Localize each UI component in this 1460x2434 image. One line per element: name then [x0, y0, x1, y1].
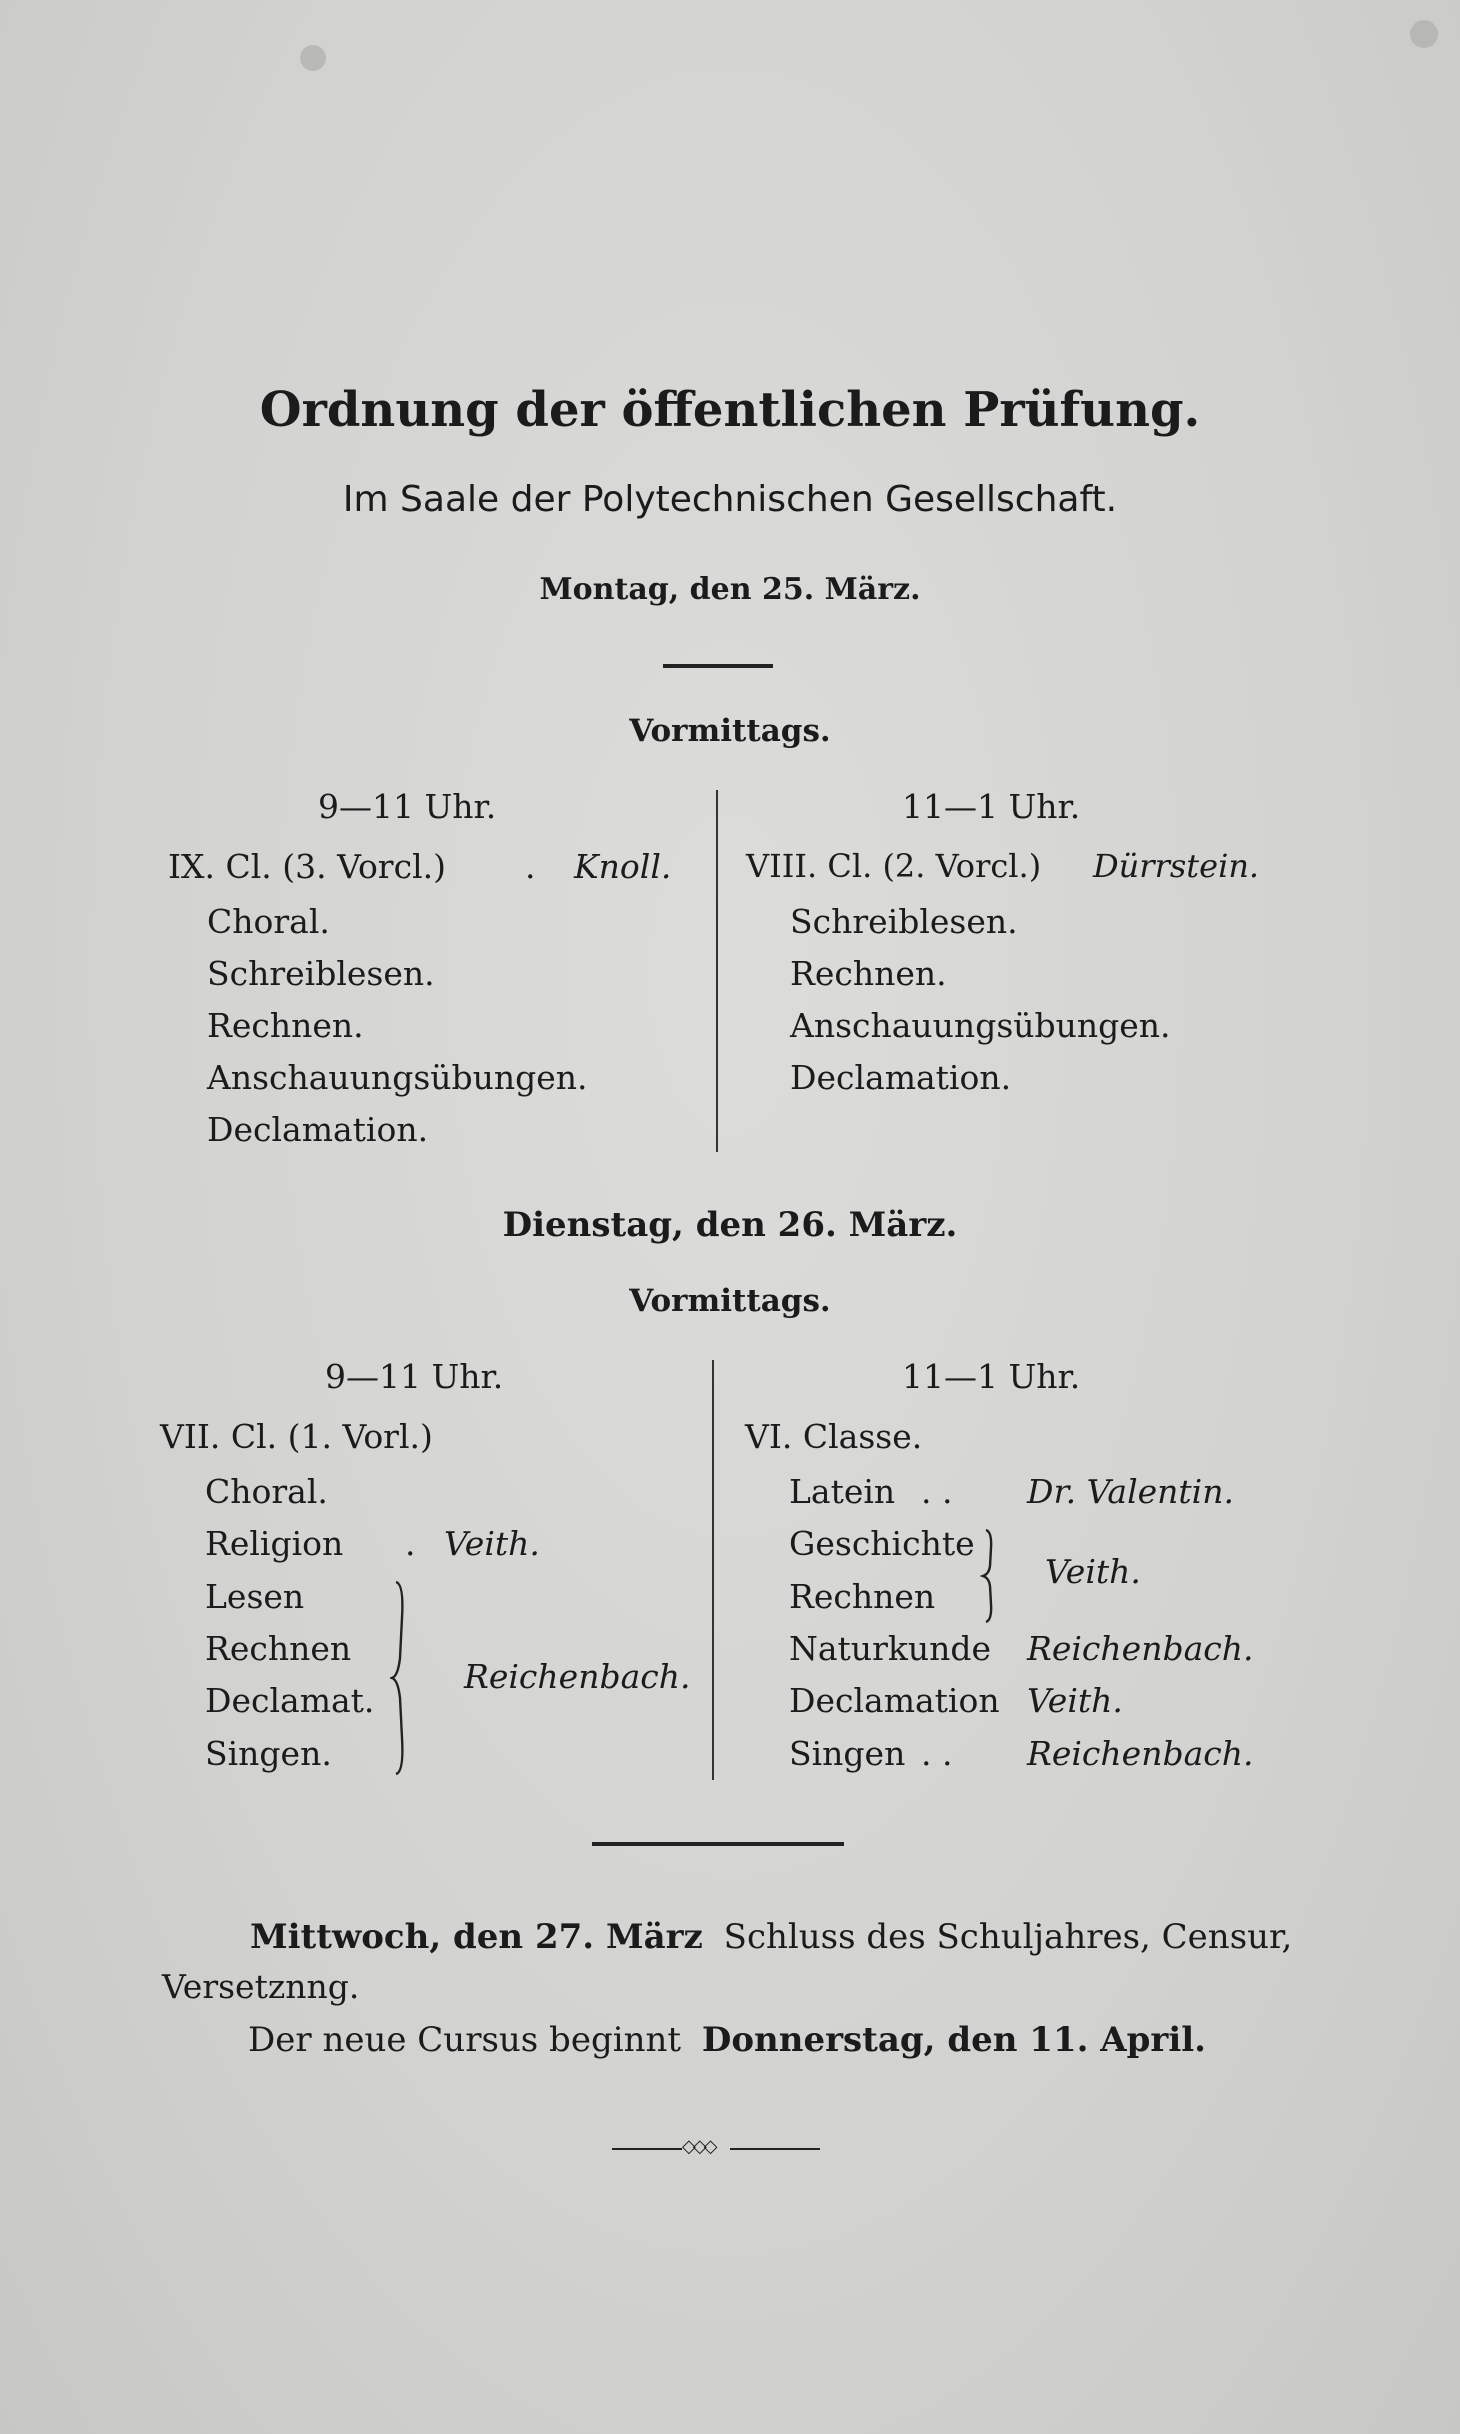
divider	[592, 1842, 844, 1846]
monday-left-class: IX. Cl. (3. Vorcl.)	[168, 847, 446, 886]
tuesday-left-time: 9—11 Uhr.	[325, 1357, 504, 1396]
ornament-icon: ◇◇◇	[682, 2136, 715, 2157]
tuesday-right-declamation-teacher: Veith.	[1027, 1681, 1123, 1720]
closing-line	[248, 2020, 1207, 2060]
monday-right-subject: Schreiblesen.	[790, 902, 1018, 941]
column-divider	[712, 1360, 714, 1780]
tuesday-right-subject: Rechnen	[789, 1577, 936, 1616]
tuesday-right-singen-teacher: Reichenbach.	[1027, 1734, 1254, 1773]
brace-icon	[980, 1526, 1000, 1626]
monday-right-subject: Rechnen.	[790, 954, 947, 993]
monday-right-class: VIII. Cl. (2. Vorcl.)	[746, 847, 1042, 885]
monday-left-subject: Schreiblesen.	[207, 954, 435, 993]
monday-left-teacher: Knoll.	[574, 847, 672, 886]
ornament-line	[730, 2148, 820, 2150]
tuesday-left-subject: Choral.	[205, 1472, 328, 1511]
tuesday-right-time: 11—1 Uhr.	[902, 1357, 1081, 1396]
closing-prefix: Der neue Cursus beginnt	[248, 2020, 682, 2060]
tuesday-left-dot: .	[405, 1524, 416, 1563]
wednesday-line	[250, 1917, 1293, 1957]
tuesday-right-class: VI. Classe.	[745, 1417, 923, 1456]
tuesday-right-dots: . .	[921, 1734, 953, 1773]
paper-stain	[300, 45, 326, 71]
monday-left-subject: Rechnen.	[207, 1006, 364, 1045]
wednesday-text2: Versetznng.	[162, 1967, 360, 2006]
tuesday-period: Vormittags.	[629, 1283, 831, 1319]
tuesday-right-naturkunde-teacher: Reichenbach.	[1027, 1629, 1254, 1668]
tuesday-right-subject: Latein	[789, 1472, 896, 1511]
monday-left-time: 9—11 Uhr.	[318, 787, 497, 826]
tuesday-left-subject: Religion	[205, 1524, 344, 1563]
monday-right-teacher: Dürrstein.	[1093, 847, 1260, 885]
closing-date: Donnerstag, den 11. April.	[701, 2020, 1207, 2060]
monday-left-subject: Anschauungsübungen.	[207, 1058, 588, 1097]
page-subtitle: Im Saale der Polytechnischen Gesellschaft.	[342, 479, 1118, 520]
wednesday-text: Schluss des Schuljahres, Censur,	[723, 1917, 1293, 1957]
monday-heading: Montag, den 25. März.	[539, 572, 921, 607]
monday-left-subject: Choral.	[207, 902, 330, 941]
tuesday-left-class: VII. Cl. (1. Vorl.)	[160, 1417, 433, 1456]
brace-icon	[390, 1578, 414, 1778]
tuesday-right-dots: . .	[921, 1472, 953, 1511]
monday-right-subject: Declamation.	[790, 1058, 1012, 1097]
column-divider	[716, 790, 718, 1152]
tuesday-left-group-teacher: Reichenbach.	[464, 1657, 691, 1696]
tuesday-right-subject: Declamation	[789, 1681, 1000, 1720]
paper-stain	[1410, 20, 1438, 48]
tuesday-left-subject: Rechnen	[205, 1629, 352, 1668]
page-title: Ordnung der öffentlichen Prüfung.	[259, 382, 1201, 438]
tuesday-right-subject: Naturkunde	[789, 1629, 991, 1668]
tuesday-left-subject: Lesen	[205, 1577, 305, 1616]
tuesday-right-subject: Singen	[789, 1734, 906, 1773]
ornament-line	[612, 2148, 682, 2150]
tuesday-right-group-teacher: Veith.	[1045, 1552, 1141, 1591]
monday-left-subject: Declamation.	[207, 1110, 429, 1149]
tuesday-heading: Dienstag, den 26. März.	[502, 1205, 958, 1245]
divider	[663, 664, 773, 668]
tuesday-left-religion-teacher: Veith.	[444, 1524, 540, 1563]
monday-right-subject: Anschauungsübungen.	[790, 1006, 1171, 1045]
tuesday-left-subject: Declamat.	[205, 1681, 375, 1720]
monday-period: Vormittags.	[629, 713, 831, 749]
tuesday-right-subject: Geschichte	[789, 1524, 975, 1563]
monday-right-time: 11—1 Uhr.	[902, 787, 1081, 826]
wednesday-day: Mittwoch, den 27. März	[250, 1917, 703, 1957]
tuesday-right-latein-teacher: Dr. Valentin.	[1027, 1472, 1234, 1511]
monday-left-dot: .	[525, 847, 536, 886]
tuesday-left-subject: Singen.	[205, 1734, 332, 1773]
